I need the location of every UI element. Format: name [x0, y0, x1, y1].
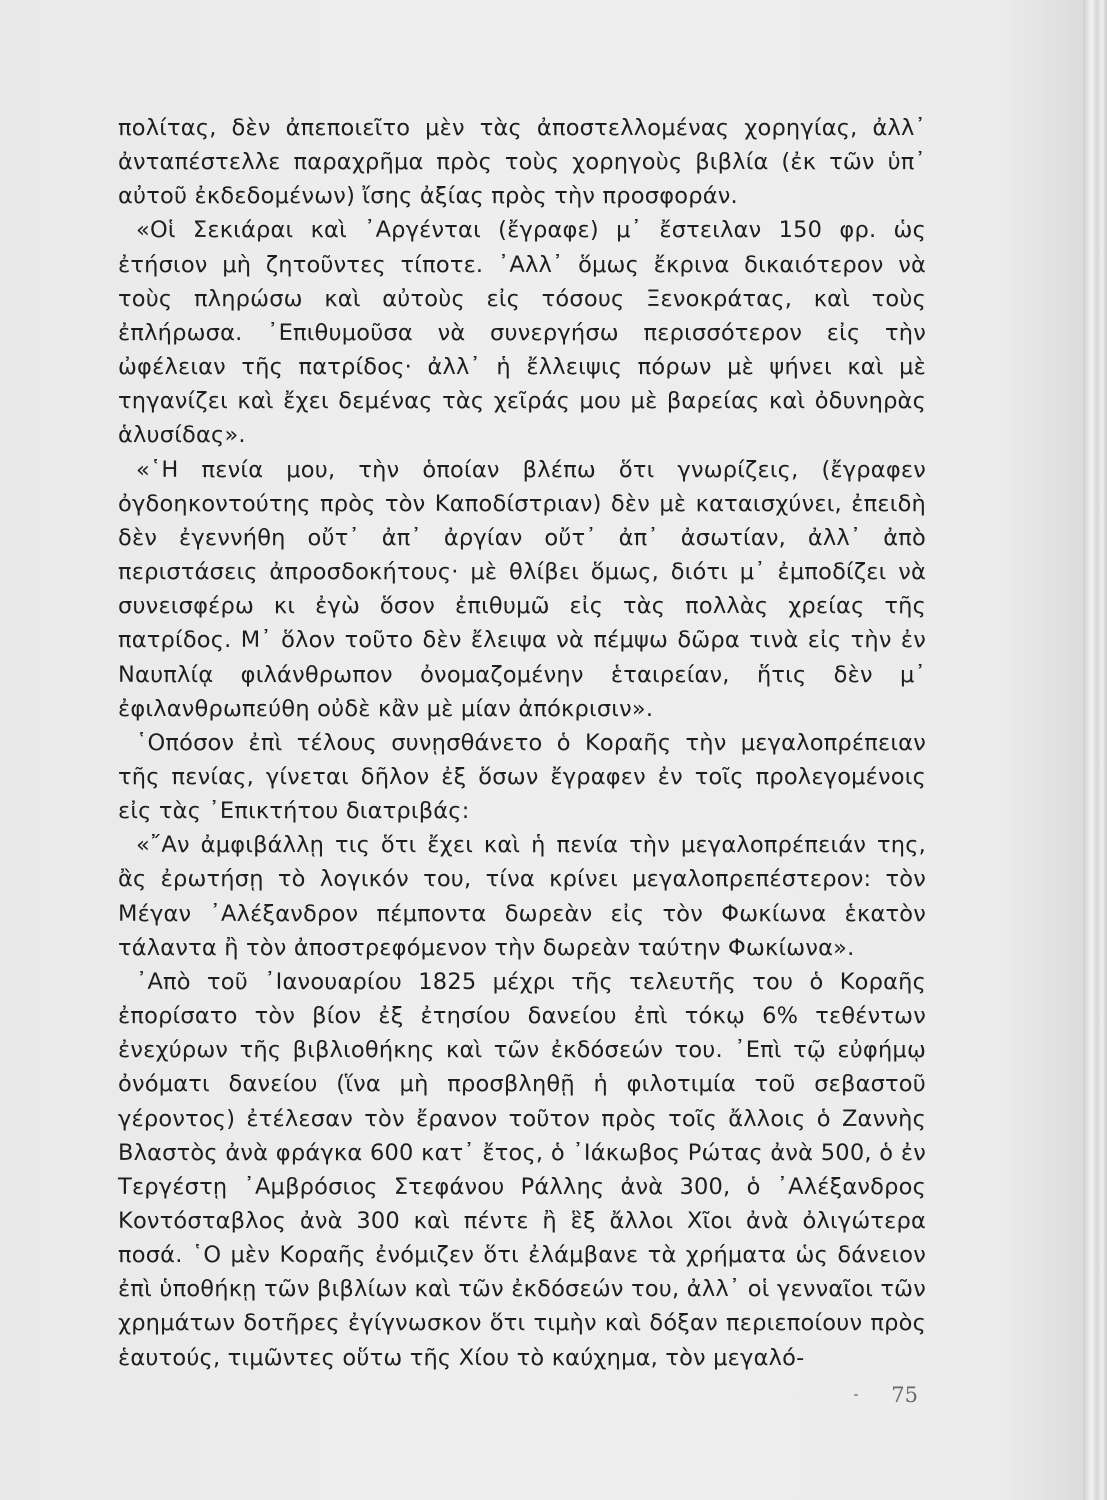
paragraph-3: «῾Η πενία μου, τὴν ὁποίαν βλέπω ὅτι γνωρίζεις, (ἔγραφεν ὀγδοηκοντούτης πρὸς τὸν Καποδίστριαν) δὲν μὲ καταισχύνει, ἐπειδὴ δὲν ἐγεννήθη οὔτ᾿ ἀπ᾿ ἀργίαν οὔτ᾿ ἀπ᾿ ἀσωτίαν, ἀλλ᾿ ἀπὸ περιστάσεις ἀπροσδοκήτους· μὲ θλίβει ὅμως, διότι μ᾿ ἐμποδίζει νὰ συνεισφέρω κι ἐγὼ ὅσον ἐπιθυμῶ εἰς τὰς πολλὰς χρείας τῆς πατρίδος. Μ᾿ ὅλον τοῦτο δὲν ἔλειψα νὰ πέμψω δῶρα τινὰ εἰς τὴν ἐν Ναυπλίᾳ φιλάνθρωπον ὀνομαζομένην ἑταιρείαν, ἥτις δὲν μ᾿ ἐφιλανθρωπεύθη οὐδὲ κἂν μὲ μίαν ἀπόκρισιν». — [118, 456, 926, 722]
book-spine-edge — [1083, 0, 1107, 1500]
paragraph-2: «Οἱ Σεκιάραι καὶ ᾿Αργένται (ἔγραφε) μ᾿ ἔστειλαν 150 φρ. ὡς ἐτήσιον μὴ ζητοῦντες τίποτε. ᾿Αλλ᾿ ὅμως ἔκρινα δικαιότερον νὰ τοὺς πληρώσω καὶ αὐτοὺς εἰς τόσους Ξενοκράτας, καὶ τοὺς ἐπλήρωσα. ᾿Επιθυμοῦσα νὰ συνεργήσω περισσότερον εἰς τὴν ὠφέλειαν τῆς πατρίδος· ἀλλ᾿ ἡ ἔλλειψις πόρων μὲ ψήνει καὶ μὲ τηγανίζει καὶ ἔχει δεμένας τὰς χεῖράς μου μὲ βαρείας καὶ ὀδυνηρὰς ἁλυσίδας». — [118, 217, 926, 449]
paragraph-1: πολίτας, δὲν ἀπεποιεῖτο μὲν τὰς ἀποστελλομένας χορηγίας, ἀλλ᾿ ἀνταπέστελλε παραχρῆμα πρὸς τοὺς χορηγοὺς βιβλία (ἐκ τῶν ὑπ᾿ αὐτοῦ ἐκδεδομένων) ἴσης ἀξίας πρὸς τὴν προσφοράν. — [118, 115, 926, 210]
body-text — [118, 111, 926, 1375]
paragraph-4: ῾Οπόσον ἐπὶ τέλους συνῃσθάνετο ὁ Κοραῆς τὴν μεγαλοπρέπειαν τῆς πενίας, γίνεται δῆλον ἐξ ὅσων ἔγραφεν ἐν τοῖς προλεγομένοις εἰς τὰς ᾿Επικτήτου διατριβάς: — [118, 729, 926, 825]
paragraph-6: ᾿Απὸ τοῦ ᾿Ιανουαρίου 1825 μέχρι τῆς τελευτῆς του ὁ Κοραῆς ἐπορίσατο τὸν βίον ἐξ ἐτησίου δανείου ἐπὶ τόκῳ 6% τεθέντων ἐνεχύρων τῆς βιβλιοθήκης καὶ τῶν ἐκδόσεών του. ᾿Επὶ τῷ εὐφήμῳ ὀνόματι δανείου (ἵνα μὴ προσβληθῇ ἡ φιλοτιμία τοῦ σεβαστοῦ γέροντος) ἐτέλεσαν τὸν ἔρανον τοῦτον πρὸς τοῖς ἄλλοις ὁ Ζαννὴς Βλαστὸς ἀνὰ φράγκα 600 κατ᾿ ἔτος, ὁ ᾿Ιάκωβος Ρώτας ἀνὰ 500, ὁ ἐν Τεργέστῃ ᾿Αμβρόσιος Στεφάνου Ράλλης ἀνὰ 300, ὁ ᾿Αλέξανδρος Κοντόσταβλος ἀνὰ 300 καὶ πέντε ἢ ἓξ ἄλλοι Χῖοι ἀνὰ ὀλιγώτερα ποσά. ῾Ο μὲν Κοραῆς ἐνόμιζεν ὅτι ἐλάμβανε τὰ χρήματα ὡς δάνειον ἐπὶ ὑποθήκῃ τῶν βιβλίων καὶ τῶν ἐκδόσεών του, ἀλλ᾿ οἱ γενναῖοι τῶν χρημάτων δοτῆρες ἐγίγνωσκον ὅτι τιμὴν καὶ δόξαν περιεποίουν πρὸς ἑαυτούς, τιμῶντες οὕτω τῆς Χίου τὸ καύχημα, τὸν μεγαλό- — [118, 968, 926, 1371]
paragraph-5: «῎Αν ἀμφιβάλλῃ τις ὅτι ἔχει καὶ ἡ πενία τὴν μεγαλοπρέπειάν της, ἂς ἐρωτήσῃ τὸ λογικόν του, τίνα κρίνει μεγαλοπρεπέστερον: τὸν Μέγαν ᾿Αλέξανδρον πέμποντα δωρεὰν εἰς τὸν Φωκίωνα ἑκατὸν τάλαντα ἢ τὸν ἀποστρεφόμενον τὴν δωρεὰν ταύτην Φωκίωνα». — [118, 832, 926, 961]
page-number: 75 — [891, 1383, 918, 1407]
page-number-mark — [854, 1394, 858, 1396]
